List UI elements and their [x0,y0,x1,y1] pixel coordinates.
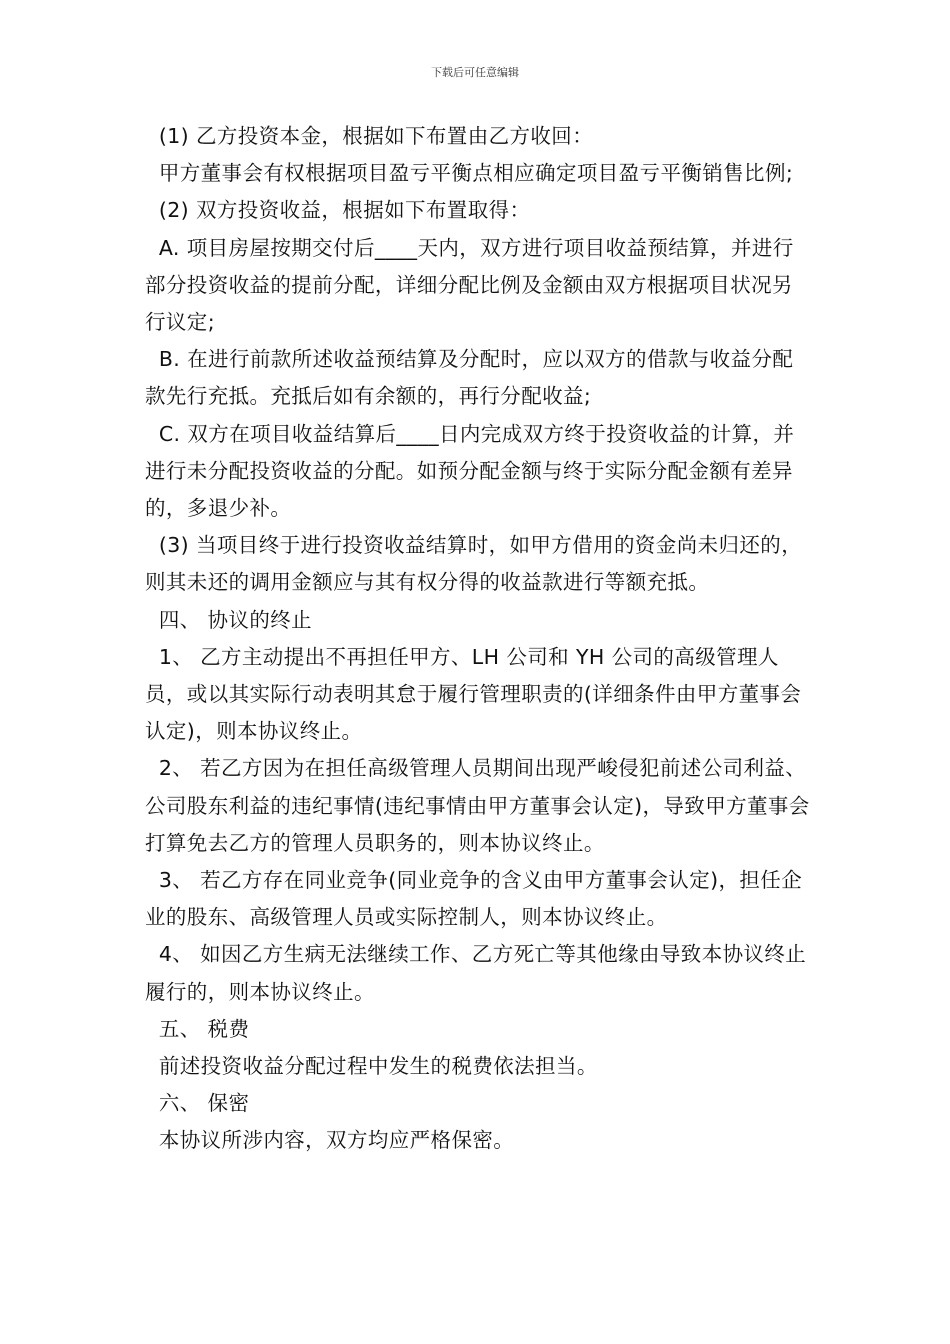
paragraph-clause-c: C. 双方在项目收益结算后____日内完成双方终于投资收益的计算，并进行未分配投资收益的分配。如预分配金额与终于实际分配金额有差异的，多退少补。 [145,421,795,521]
paragraph-termination-2: 2、 若乙方因为在担任高级管理人员期间出现严峻侵犯前述公司利益、公司股东利益的违纪事情(违纪事情由甲方董事会认定)，导致甲方董事会打算免去乙方的管理人员职务的，则本协议终止。 [145,756,810,855]
paragraph-taxes: 前述投资收益分配过程中发生的税费依法担当。 [145,1054,598,1079]
page-header: 下载后可任意编辑 [431,66,519,79]
paragraph-board-break-even: 甲方董事会有权根据项目盈亏平衡点相应确定项目盈亏平衡销售比例; [145,161,794,186]
paragraph-final-settlement: (3) 当项目终于进行投资收益结算时，如甲方借用的资金尚未归还的，则其未还的调用金额应与其有权分得的收益款进行等额充抵。 [145,533,803,595]
paragraph-termination-4: 4、 如因乙方生病无法继续工作、乙方死亡等其他缘由导致本协议终止履行的，则本协议终止。 [145,942,807,1004]
section-heading-confidentiality: 六、 保密 [145,1091,250,1116]
paragraph-termination-1: 1、 乙方主动提出不再担任甲方、LH 公司和 YH 公司的高级管理人员，或以其实际行动表明其怠于履行管理职责的(详细条件由甲方董事会认定)，则本协议终止。 [145,644,802,744]
paragraph-clause-a: A. 项目房屋按期交付后____天内，双方进行项目收益预结算，并进行部分投资收益的提前分配，详细分配比例及金额由双方根据项目状况另行议定; [145,235,794,335]
paragraph-confidentiality: 本协议所涉内容，双方均应严格保密。 [145,1128,515,1153]
paragraph-termination-3: 3、 若乙方存在同业竞争(同业竞争的含义由甲方董事会认定)，担任企业的股东、高级管理人员或实际控制人，则本协议终止。 [145,868,803,930]
paragraph-investment-income: (2) 双方投资收益，根据如下布置取得： [145,198,531,223]
document-body [145,118,811,1160]
paragraph-investment-principal: (1) 乙方投资本金，根据如下布置由乙方收回： [145,124,594,148]
section-heading-taxes: 五、 税费 [145,1016,250,1041]
section-heading-termination: 四、 协议的终止 [145,607,313,632]
paragraph-clause-b: B. 在进行前款所述收益预结算及分配时，应以双方的借款与收益分配款先行充抵。充抵后如有余额的，再行分配收益; [145,347,794,409]
